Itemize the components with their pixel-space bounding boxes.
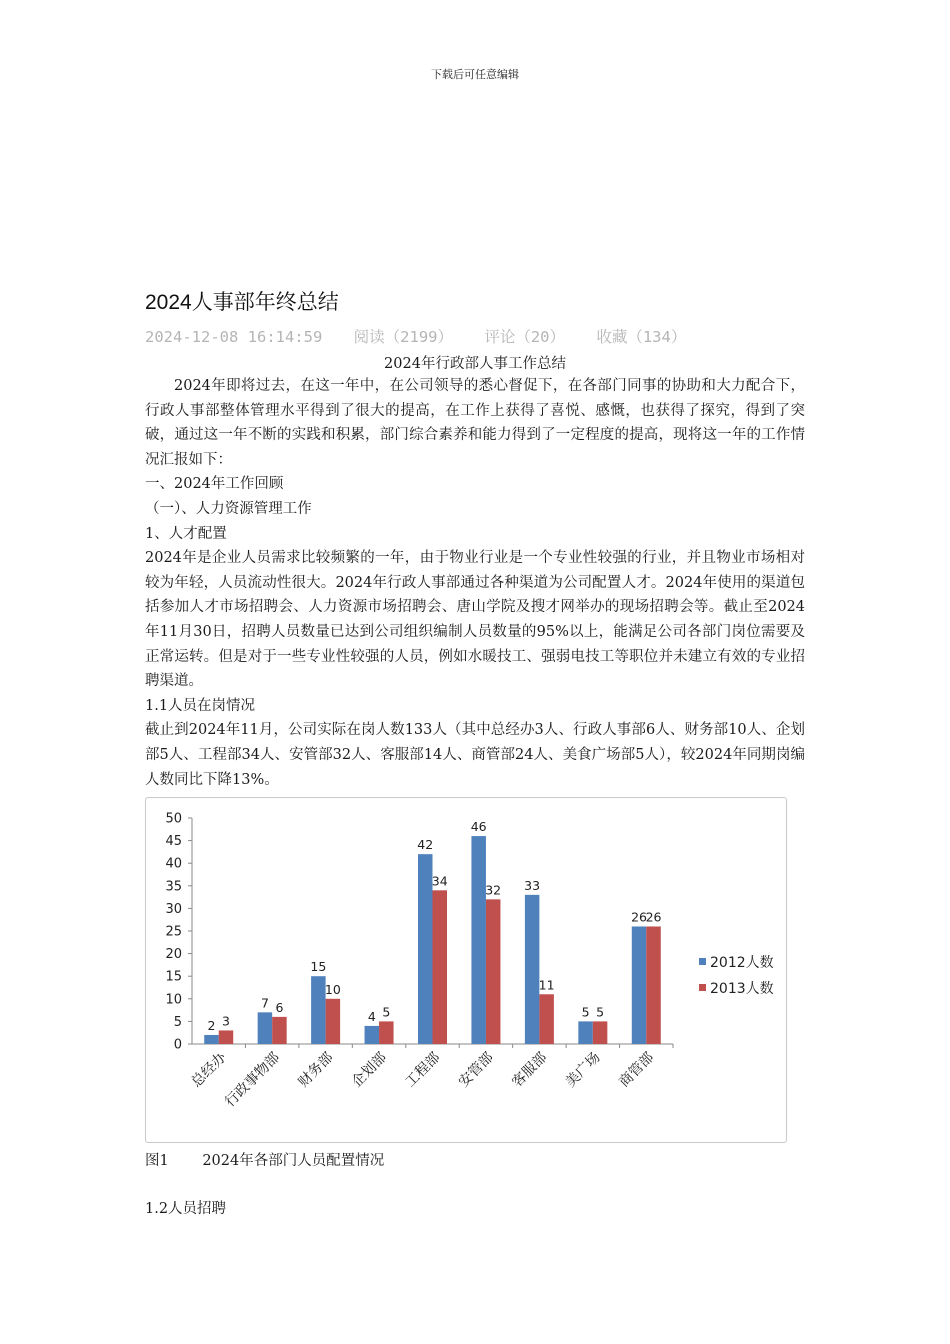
y-tick-label: 30 <box>165 901 182 917</box>
chart-frame <box>145 797 787 1143</box>
data-label: 11 <box>538 977 555 993</box>
data-label: 5 <box>382 1004 391 1020</box>
bar <box>418 854 433 1044</box>
bar <box>593 1021 608 1044</box>
article-meta <box>145 325 708 347</box>
data-label: 2 <box>207 1017 216 1033</box>
staff-paragraph: 截止到2024年11月，公司实际在岗人数133人（其中总经办3人、行政人事部6人、财务部10人、企划部5人、工程部34人、安管部32人、客服部14人、商管部24人、美食广场部5人），较2024年同期岗编人数同比下降13%。 <box>145 722 805 788</box>
data-label: 32 <box>485 882 502 898</box>
y-tick-label: 25 <box>165 924 182 940</box>
legend-label: 2013人数 <box>710 981 774 997</box>
document-subtitle: 2024年行政部人事工作总结 <box>384 356 566 372</box>
bar <box>525 895 540 1044</box>
section-heading-1-1: 1.1人员在岗情况 <box>145 697 256 714</box>
x-tick-label: 行政事物部 <box>222 1049 283 1111</box>
data-label: 5 <box>596 1004 605 1020</box>
talent-paragraph: 2024年是企业人员需求比较频繁的一年，由于物业行业是一个专业性较强的行业，并且物业市场相对较为年轻，人员流动性很大。2024年行政人事部通过各种渠道为公司配置人才。2024年使用的渠道包括参加人才市场招聘会、人力资源市场招聘会、唐山学院及搜才网举办的现场招聘会等。截止至2024年11月30日，招聘人员数量已达到公司组织编制人员数量的95%以上，能满足公司各部门岗位需要及正常运转。但是对于一些专业性较强的人员，例如水暖技工、强弱电技工等职位并未建立有效的专业招聘渠道。 <box>145 550 805 690</box>
section-heading-2: （一）、人力资源管理工作 <box>145 500 312 517</box>
bar <box>311 976 326 1044</box>
bar <box>632 926 647 1044</box>
bar <box>646 926 661 1044</box>
data-label: 26 <box>631 909 647 925</box>
section-heading-1: 一、2024年工作回顾 <box>145 476 284 493</box>
bar <box>258 1012 273 1044</box>
y-tick-label: 10 <box>165 992 182 1008</box>
y-tick-label: 35 <box>165 879 182 895</box>
y-tick-label: 5 <box>173 1014 182 1030</box>
header-note: 下载后可任意编辑 <box>431 68 519 81</box>
body-text <box>145 374 805 792</box>
section-heading-1-2: 1.2人员招聘 <box>145 1201 227 1217</box>
data-label: 5 <box>581 1004 590 1020</box>
x-tick-label: 工程部 <box>402 1049 444 1091</box>
section-heading-3: 1、人才配置 <box>145 525 227 542</box>
meta-datetime: 2024-12-08 16:14:59 <box>145 328 323 346</box>
data-label: 3 <box>221 1013 230 1029</box>
bar <box>379 1021 394 1044</box>
data-label: 46 <box>470 819 487 835</box>
page-title: 2024人事部年终总结 <box>145 291 339 314</box>
bar <box>365 1026 380 1044</box>
intro-paragraph: 2024年即将过去，在这一年中，在公司领导的悉心督促下，在各部门同事的协助和大力配合下，行政人事部整体管理水平得到了很大的提高，在工作上获得了喜悦、感慨，也获得了探究，得到了突破，通过这一年不断的实践和积累，部门综合素养和能力得到了一定程度的提高，现将这一年的工作情况汇报如下： <box>145 378 805 468</box>
x-tick-label: 总经办 <box>188 1049 230 1091</box>
data-label: 4 <box>367 1008 376 1024</box>
y-tick-label: 40 <box>165 856 182 872</box>
bar <box>486 899 501 1044</box>
x-tick-label: 客服部 <box>509 1049 551 1091</box>
bar <box>578 1021 593 1044</box>
x-tick-label: 商管部 <box>616 1049 658 1091</box>
data-label: 42 <box>417 837 434 853</box>
y-tick-label: 50 <box>165 811 182 827</box>
data-label: 33 <box>524 877 541 893</box>
data-label: 26 <box>645 909 662 925</box>
legend-swatch <box>699 984 706 991</box>
data-label: 7 <box>260 995 269 1011</box>
x-tick-label: 财务部 <box>295 1049 337 1091</box>
legend-label: 2012人数 <box>710 955 774 971</box>
data-label: 10 <box>324 981 341 997</box>
figure-caption: 图1 2024年各部门人员配置情况 <box>145 1153 385 1169</box>
bar <box>539 994 554 1044</box>
meta-favorites: 收藏（134） <box>596 328 687 346</box>
meta-reads: 阅读（2199） <box>353 328 453 346</box>
data-label: 15 <box>310 959 327 975</box>
y-tick-label: 20 <box>165 947 182 963</box>
bar <box>471 836 486 1044</box>
y-tick-label: 45 <box>165 834 182 850</box>
bar <box>219 1030 234 1044</box>
x-tick-label: 安管部 <box>455 1049 497 1091</box>
bar-chart <box>146 798 786 1142</box>
legend-swatch <box>699 958 706 965</box>
x-tick-label: 美广场 <box>562 1049 604 1091</box>
bar <box>433 890 448 1044</box>
bar <box>272 1017 287 1044</box>
meta-comments: 评论（20） <box>484 328 565 346</box>
bar <box>326 999 341 1044</box>
y-tick-label: 15 <box>165 969 182 985</box>
y-tick-label: 0 <box>173 1037 182 1053</box>
data-label: 6 <box>275 999 284 1015</box>
x-tick-label: 企划部 <box>348 1049 390 1091</box>
data-label: 34 <box>431 873 448 889</box>
bar <box>204 1035 219 1044</box>
